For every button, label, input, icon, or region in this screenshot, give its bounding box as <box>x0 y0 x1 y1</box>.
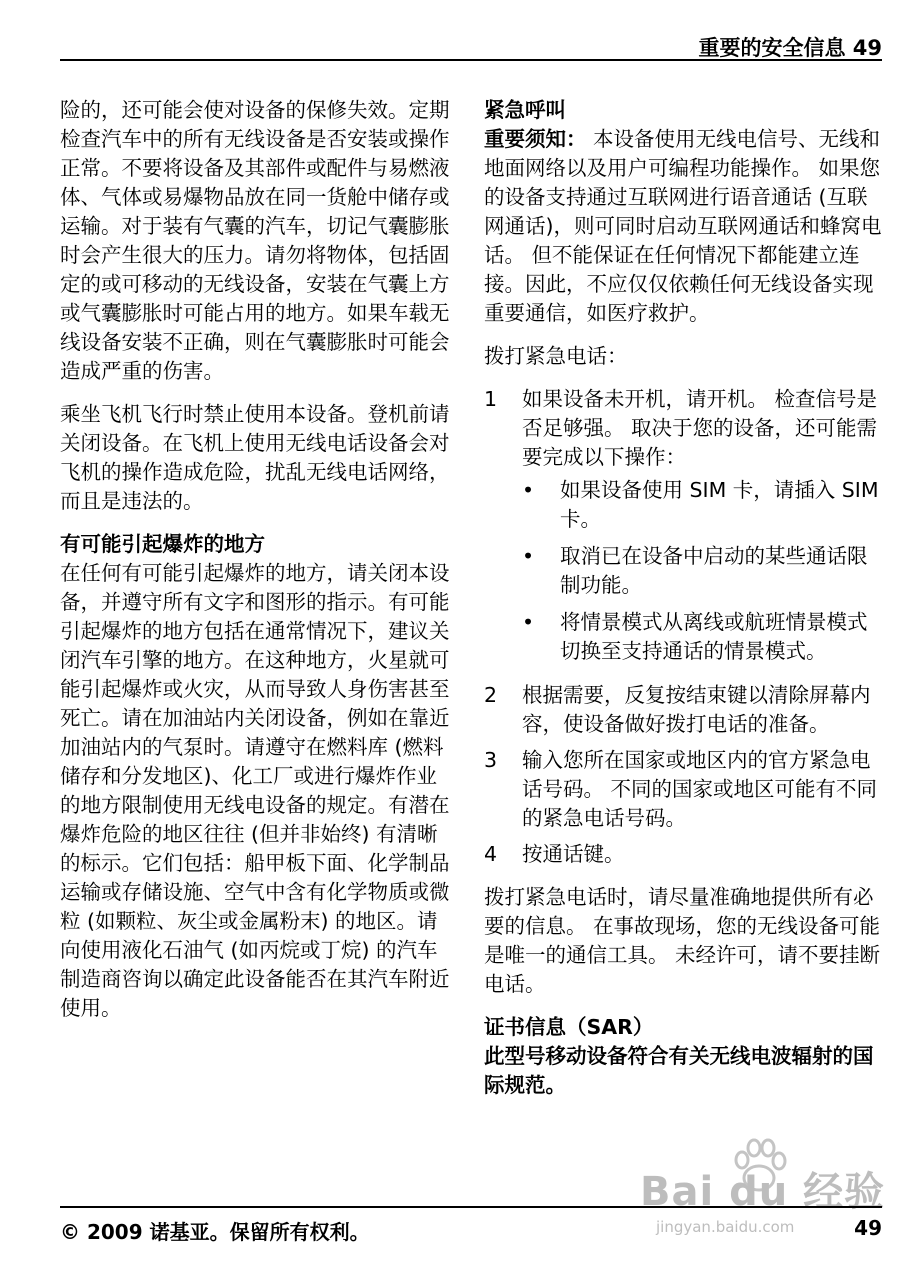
paragraph-explosive-areas: 在任何有可能引起爆炸的地方，请关闭本设备，并遵守所有文字和图形的指示。有可能引起爆炸的地方包括在通常情况下，建议关闭汽车引擎的地方。在这种地方，火星就可能引起爆炸或火灾，从而导致人身伤害甚至死亡。请在加油站内关闭设备，例如在靠近加油站内的气泵时。请遵守在燃料库 (燃料储存和分发地区)、化工厂或进行爆炸作业的地方限制使用无线电设备的规定。有潜在爆炸危险的地区往往 (但并非始终) 有清晰的标示。它们包括：船甲板下面、化学制品运输或存储设施、空气中含有化学物质或微粒 (如颗粒、灰尘或金属粉末) 的地区。请向使用液化石油气 (如丙烷或丁烷) 的汽车制造商咨询以确定此设备能否在其汽车附近使用。 <box>60 561 450 1020</box>
heading-certification: 证书信息（SAR） <box>484 1015 654 1039</box>
step-item <box>484 681 882 739</box>
bullet-item <box>522 476 882 534</box>
watermark-url: jingyan.baidu.com <box>656 1218 795 1236</box>
notice-label: 重要须知： <box>484 127 587 151</box>
header-rule <box>60 59 882 61</box>
paragraph-important-notice <box>484 125 882 328</box>
step-text: 根据需要，反复按结束键以清除屏幕内容，使设备做好拨打电话的准备。 <box>522 683 871 736</box>
paragraph-vehicle-safety: 险的，还可能会使对设备的保修失效。定期检查汽车中的所有无线设备是否安装或操作正常。不要将设备及其部件或配件与易燃液体、气体或易爆物品放在同一货舱中储存或运输。对于装有气囊的汽车，切记气囊膨胀时会产生很大的压力。请勿将物体，包括固定的或可移动的无线设备，安装在气囊上方或气囊膨胀时可能占用的地方。如果车载无线设备安装不正确，则在气囊膨胀时可能会造成严重的伤害。 <box>60 98 450 383</box>
left-column <box>60 96 456 1037</box>
step-body <box>522 385 882 674</box>
step-item <box>484 746 882 833</box>
baidu-jingyan-watermark <box>640 1136 886 1248</box>
step-number: 1 <box>484 387 498 411</box>
notice-text: 本设备使用无线电信号、无线和地面网络以及用户可编程功能操作。 如果您的设备支持通过互联网进行语音通话 (互联网通话)，则可同时启动互联网通话和蜂窝电话。 但不能保证在任何情况下都能建立连接。因此，不应仅仅依赖任何无线设备实现重要通信，如医疗救护。 <box>484 127 882 325</box>
bullet-mark: • <box>522 544 535 568</box>
watermark-logo: Bai du 经验 <box>640 1169 886 1215</box>
emergency-steps <box>484 385 882 869</box>
bullet-text: 取消已在设备中启动的某些通话限制功能。 <box>560 544 868 597</box>
step-text: 如果设备未开机，请开机。 检查信号是否足够强。 取决于您的设备，还可能需要完成以下操作： <box>522 387 878 469</box>
bullet-text: 将情景模式从离线或航班情景模式切换至支持通话的情景模式。 <box>560 610 868 663</box>
bullet-item <box>522 608 882 666</box>
step-number: 3 <box>484 748 498 772</box>
step-bullets <box>522 476 882 666</box>
bullet-item <box>522 542 882 600</box>
footer-page-number: 49 <box>854 1216 882 1240</box>
right-column <box>484 96 882 1114</box>
bullet-text: 如果设备使用 SIM 卡，请插入 SIM 卡。 <box>560 478 879 531</box>
heading-explosive-areas: 有可能引起爆炸的地方 <box>60 532 265 556</box>
page-header <box>0 28 882 60</box>
step-item <box>484 840 882 869</box>
bullet-mark: • <box>522 610 535 634</box>
footer-rule <box>60 1206 882 1208</box>
step-number: 2 <box>484 683 498 707</box>
paragraph-dial-intro: 拨打紧急电话： <box>484 344 628 368</box>
footer-copyright: © 2009 诺基亚。保留所有权利。 <box>60 1220 370 1244</box>
paragraph-aircraft: 乘坐飞机飞行时禁止使用本设备。登机前请关闭设备。在飞机上使用无线电话设备会对飞机的操作造成危险，扰乱无线电话网络，而且是违法的。 <box>60 402 450 513</box>
bullet-mark: • <box>522 478 535 502</box>
heading-emergency-calls: 紧急呼叫 <box>484 98 566 122</box>
step-text: 按通话键。 <box>522 842 625 866</box>
step-number: 4 <box>484 842 498 866</box>
paragraph-call-tips: 拨打紧急电话时，请尽量准确地提供所有必要的信息。 在事故现场，您的无线设备可能是唯一的通信工具。 未经许可，请不要挂断电话。 <box>484 885 881 996</box>
header-title: 重要的安全信息 49 <box>698 36 882 60</box>
step-item <box>484 385 882 674</box>
paragraph-sar: 此型号移动设备符合有关无线电波辐射的国际规范。 <box>484 1044 874 1097</box>
step-text: 输入您所在国家或地区内的官方紧急电话号码。 不同的国家或地区可能有不同的紧急电话号码。 <box>522 748 878 830</box>
